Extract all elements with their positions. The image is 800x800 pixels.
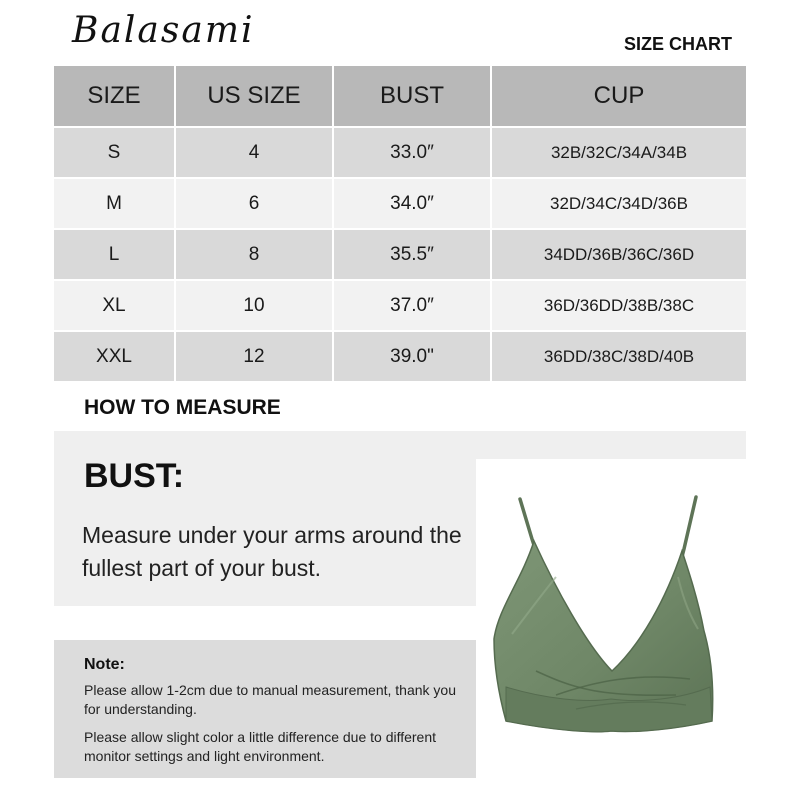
table-row xyxy=(54,178,746,229)
column-header-bust: BUST xyxy=(333,66,491,127)
bust-description: Measure under your arms around the fullest part of your bust. xyxy=(82,522,462,581)
column-header-size: SIZE xyxy=(54,66,175,127)
cell-size: XXL xyxy=(54,331,175,381)
cell-bust: 37.0″ xyxy=(333,280,491,331)
cell-bust: 33.0″ xyxy=(333,127,491,178)
cell-us-size: 12 xyxy=(175,331,333,381)
note-title: Note: xyxy=(84,656,125,673)
cell-cup: 34DD/36B/36C/36D xyxy=(491,229,746,280)
cell-cup: 36D/36DD/38B/38C xyxy=(491,280,746,331)
cell-bust: 39.0" xyxy=(333,331,491,381)
cell-cup: 32B/32C/34A/34B xyxy=(491,127,746,178)
cell-us-size: 6 xyxy=(175,178,333,229)
cell-size: L xyxy=(54,229,175,280)
column-header-us-size: US SIZE xyxy=(175,66,333,127)
cell-us-size: 10 xyxy=(175,280,333,331)
cell-us-size: 8 xyxy=(175,229,333,280)
cell-size: S xyxy=(54,127,175,178)
size-chart-label: SIZE CHART xyxy=(624,34,732,54)
cell-bust: 35.5″ xyxy=(333,229,491,280)
table-row xyxy=(54,127,746,178)
size-table xyxy=(54,66,746,381)
cell-bust: 34.0″ xyxy=(333,178,491,229)
how-to-measure-heading: HOW TO MEASURE xyxy=(84,396,281,419)
table-header-row xyxy=(54,66,746,127)
brand-logo: Balasami xyxy=(72,10,255,51)
note-line-1: Please allow 1-2cm due to manual measurement, thank you for understanding. xyxy=(84,682,456,717)
table-row xyxy=(54,331,746,381)
note-line-2: Please allow slight color a little difference due to different monitor settings and light environment. xyxy=(84,729,437,764)
cell-us-size: 4 xyxy=(175,127,333,178)
bust-title: BUST: xyxy=(84,457,185,495)
cell-size: M xyxy=(54,178,175,229)
table-row xyxy=(54,280,746,331)
bra-icon xyxy=(476,459,746,778)
cell-size: XL xyxy=(54,280,175,331)
table-row xyxy=(54,229,746,280)
column-header-cup: CUP xyxy=(491,66,746,127)
product-image xyxy=(476,459,746,778)
cell-cup: 32D/34C/34D/36B xyxy=(491,178,746,229)
cell-cup: 36DD/38C/38D/40B xyxy=(491,331,746,381)
